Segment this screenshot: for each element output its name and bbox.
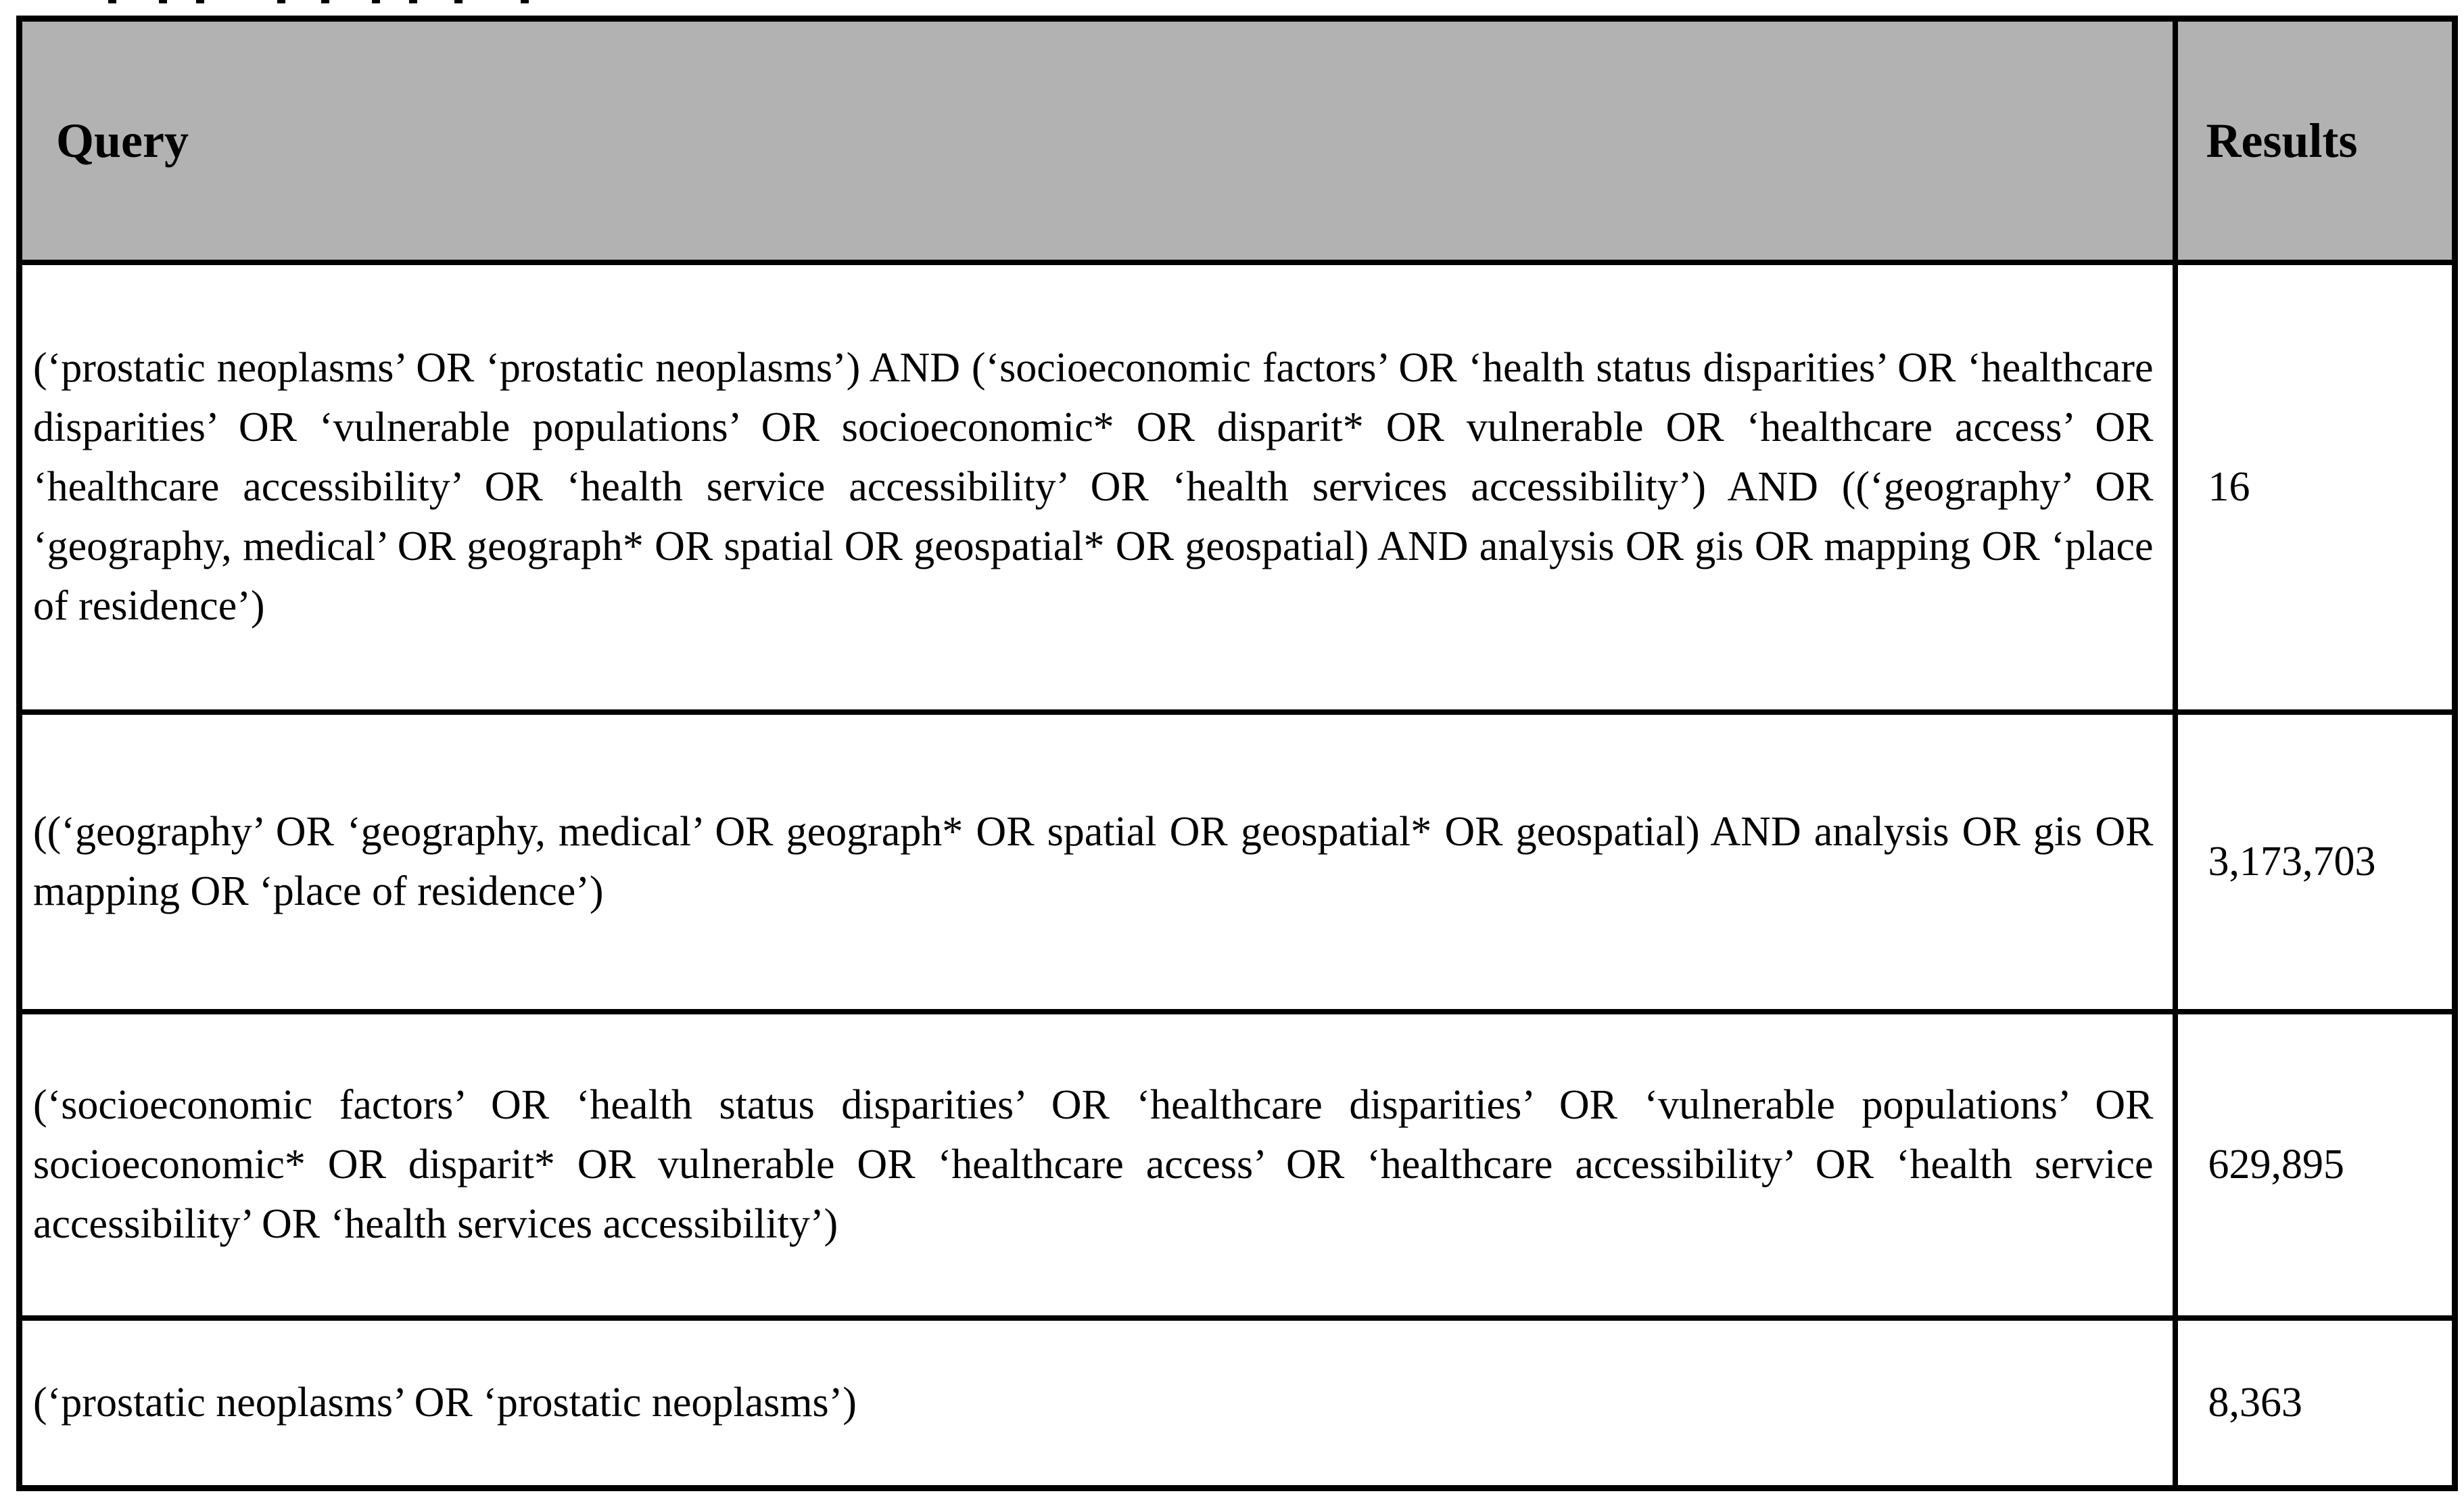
results-count: 629,895 xyxy=(2175,1012,2455,1318)
query-column-header: Query xyxy=(20,19,2175,263)
cropped-text-fragment xyxy=(321,0,329,3)
cropped-text-fragment xyxy=(277,0,285,3)
cropped-text-fragment xyxy=(521,0,529,3)
table-row xyxy=(20,712,2455,1012)
results-count: 3,173,703 xyxy=(2175,712,2455,1012)
cropped-text-fragment xyxy=(372,0,380,3)
results-column-header: Results xyxy=(2175,19,2455,263)
query-cell: ((‘geography’ OR ‘geography, medical’ OR geograph* OR spatial OR geospatial* OR geospatial) AND analysis OR gis OR mapping OR ‘place of residence’) xyxy=(20,712,2175,1012)
query-cell: (‘prostatic neoplasms’ OR ‘prostatic neoplasms’) AND (‘socioeconomic factors’ OR ‘health status disparities’ OR ‘healthcare disparities’ OR ‘vulnerable populations’ OR socioeconomic* OR disparit* OR vulnerable OR ‘healthcare access’ OR ‘healthcare accessibility’ OR ‘health service accessibility’ OR ‘health services accessibility’) AND ((‘geography’ OR ‘geography, medical’ OR geograph* OR spatial OR geospatial* OR geospatial) AND analysis OR gis OR mapping OR ‘place of residence’) xyxy=(20,262,2175,712)
search-strategy-table xyxy=(16,16,2458,1491)
cropped-text-fragment xyxy=(409,0,417,3)
results-count: 16 xyxy=(2175,262,2455,712)
results-count: 8,363 xyxy=(2175,1318,2455,1488)
query-cell: (‘prostatic neoplasms’ OR ‘prostatic neoplasms’) xyxy=(20,1318,2175,1488)
cropped-text-fragment xyxy=(454,0,463,3)
table-row xyxy=(20,262,2455,712)
table-row xyxy=(20,1318,2455,1488)
cropped-text-fragment xyxy=(108,0,116,3)
cropped-text-fragment xyxy=(196,0,204,3)
table-row xyxy=(20,1012,2455,1318)
cropped-text-fragment xyxy=(159,0,167,3)
query-cell: (‘socioeconomic factors’ OR ‘health status disparities’ OR ‘healthcare disparities’ OR ‘vulnerable populations’ OR socioeconomic* OR disparit* OR vulnerable OR ‘healthcare access’ OR ‘healthcare accessibility’ OR ‘health service accessibility’ OR ‘health services accessibility’) xyxy=(20,1012,2175,1318)
table-header-row xyxy=(20,19,2455,263)
